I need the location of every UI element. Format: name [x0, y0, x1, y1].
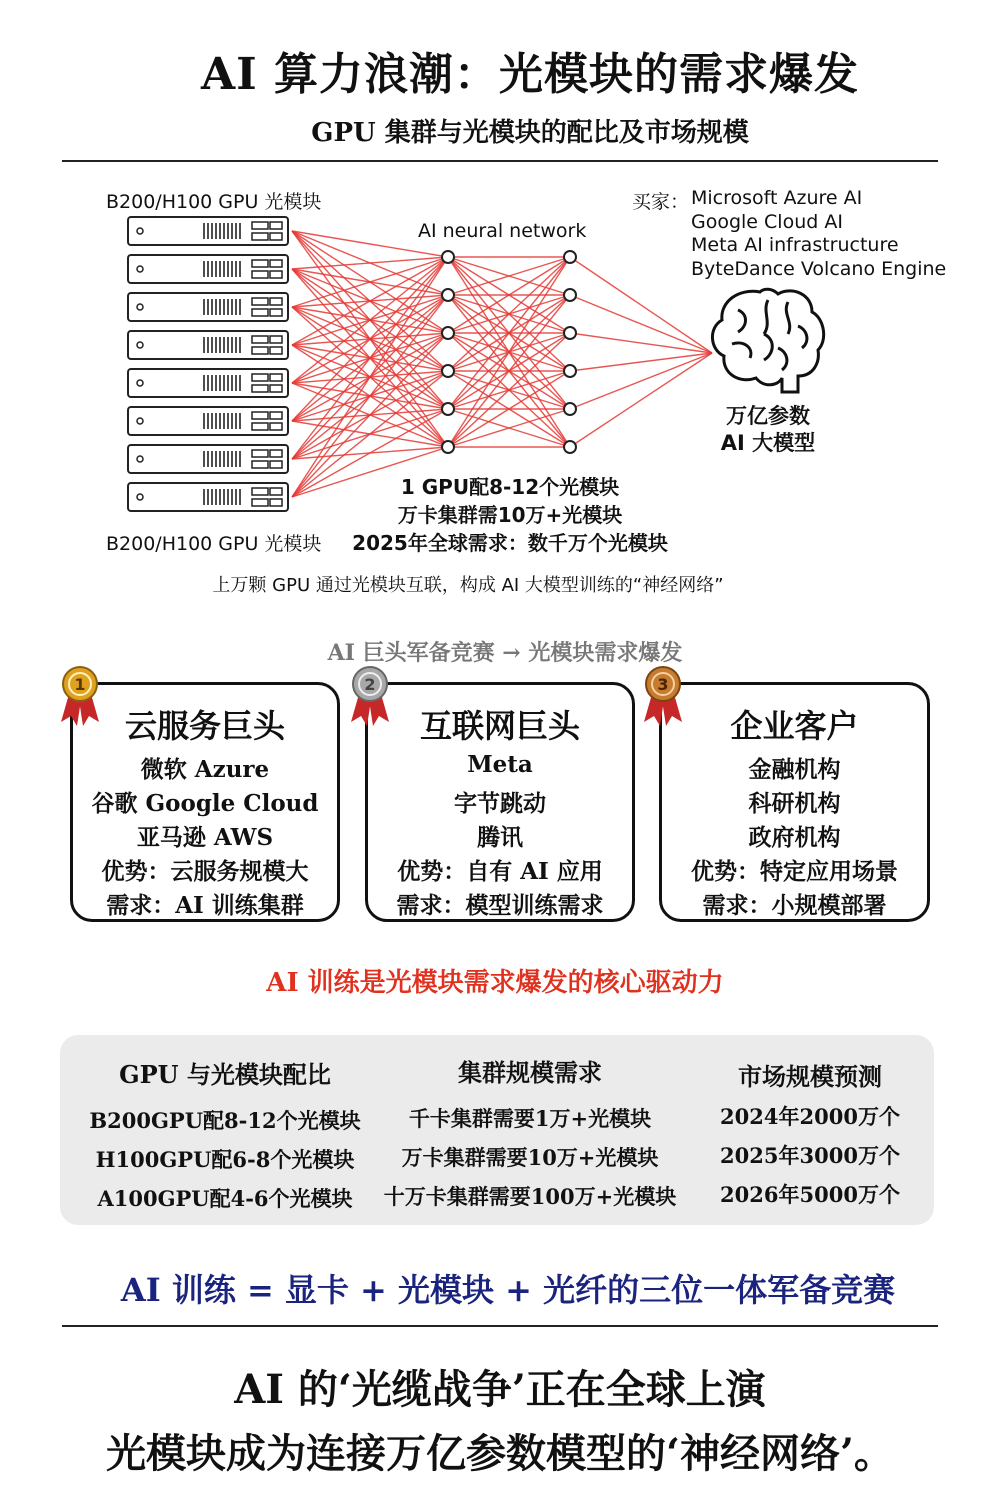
stats-table-panel: [60, 1035, 934, 1225]
network-node: [442, 251, 454, 263]
gpu-server-icon: [128, 255, 288, 283]
gpu-server-icon: [128, 483, 288, 511]
gpu-label-bottom: B200/H100 GPU 光模块: [106, 533, 322, 555]
card-title: 互联网巨头: [419, 707, 580, 745]
gpu-server-icon: [128, 293, 288, 321]
buyers-prefix: 买家：: [632, 191, 690, 213]
brain-label-line: AI 大模型: [720, 431, 816, 455]
table-cell: 万卡集群需要10万+光模块: [401, 1145, 659, 1170]
network-node: [564, 365, 576, 377]
card-line: 优势：特定应用场景: [691, 858, 898, 885]
table-cell: H100GPU配6-8个光模块: [95, 1147, 355, 1172]
top-divider: [62, 160, 938, 162]
card-line: 需求：AI 训练集群: [106, 892, 304, 919]
gpu-server-icon: [128, 445, 288, 473]
stat-line: 1 GPU配8-12个光模块: [400, 475, 620, 499]
gpu-server-icon: [128, 331, 288, 359]
table-column-market: [695, 1035, 925, 1225]
table-cell: 2024年2000万个: [720, 1104, 900, 1129]
table-cell: 2025年3000万个: [720, 1143, 900, 1168]
card-line: 字节跳动: [454, 790, 546, 817]
bottom-divider: [62, 1325, 938, 1327]
card-title: 企业客户: [730, 707, 859, 745]
gpu-server-icon: [128, 217, 288, 245]
column-header: GPU 与光模块配比: [119, 1060, 331, 1089]
card-line: 政府机构: [748, 824, 841, 851]
network-node: [442, 327, 454, 339]
buyers-list: [691, 187, 946, 281]
card-line: 优势：自有 AI 应用: [397, 858, 603, 885]
buyer-item: Microsoft Azure AI: [691, 187, 863, 209]
buyer-item: Google Cloud AI: [691, 210, 843, 233]
brain-label: [700, 403, 836, 457]
closing-line-2: 光模块成为连接万亿参数模型的‘神经网络’。: [106, 1430, 894, 1477]
network-diagram: [0, 165, 1000, 615]
diagram-caption: 上万颗 GPU 通过光模块互联，构成 AI 大模型训练的“神经网络”: [212, 575, 724, 596]
card-title: 云服务巨头: [124, 707, 285, 745]
network-node: [564, 441, 576, 453]
connection-line: [570, 295, 712, 353]
gold-medal-icon: [57, 664, 103, 728]
closing-line-1: AI 的‘光缆战争’正在全球上演: [234, 1366, 766, 1413]
network-node: [564, 251, 576, 263]
medal-rank: 2: [364, 675, 376, 694]
card-line: 科研机构: [748, 790, 841, 817]
gpu-server-icon: [128, 369, 288, 397]
silver-medal-icon: [347, 664, 393, 728]
network-node: [564, 403, 576, 415]
brain-icon: [712, 289, 823, 392]
card-line: 优势：云服务规模大: [101, 858, 309, 885]
stat-line: 万卡集群需10万+光模块: [397, 503, 623, 527]
medal-rank: 1: [74, 675, 86, 694]
stats-block: [310, 473, 710, 557]
connection-line: [292, 257, 448, 497]
column-header: 集群规模需求: [458, 1058, 602, 1087]
bronze-medal-icon: [640, 664, 686, 728]
card-line: 需求：小规模部署: [702, 892, 887, 919]
card-line: 腾讯: [477, 824, 523, 851]
card-enterprise: [659, 682, 930, 922]
table-column-cluster: [370, 1035, 690, 1225]
network-node: [442, 365, 454, 377]
network-label: AI neural network: [418, 220, 587, 242]
card-line: Meta: [467, 751, 533, 778]
network-node: [442, 403, 454, 415]
table-cell: B200GPU配8-12个光模块: [89, 1108, 361, 1133]
card-internet-giants: [365, 682, 635, 922]
buyer-item: ByteDance Volcano Engine: [691, 257, 947, 280]
card-line: 金融机构: [748, 756, 841, 783]
card-line: 需求：模型训练需求: [396, 892, 604, 919]
brain-label-line: 万亿参数: [726, 404, 810, 428]
network-node: [442, 441, 454, 453]
card-line: 谷歌 Google Cloud: [91, 790, 319, 817]
buyer-item: Meta AI infrastructure: [691, 234, 899, 256]
connection-line: [292, 257, 448, 345]
column-header: 市场规模预测: [738, 1062, 882, 1091]
page-title: AI 算力浪潮：光模块的需求爆发: [200, 49, 860, 100]
network-node: [442, 289, 454, 301]
table-cell: 十万卡集群需要100万+光模块: [383, 1184, 677, 1209]
card-line: 微软 Azure: [140, 756, 270, 783]
table-column-ratio: [75, 1035, 375, 1225]
stat-line: 2025年全球需求：数千万个光模块: [352, 531, 668, 555]
table-cell: 千卡集群需要1万+光模块: [408, 1106, 652, 1131]
table-cell: 2026年5000万个: [720, 1182, 900, 1207]
network-node: [564, 327, 576, 339]
gpu-label-top: B200/H100 GPU 光模块: [106, 191, 322, 213]
core-driver-statement: AI 训练是光模块需求爆发的核心驱动力: [266, 968, 724, 998]
card-cloud-giants: [70, 682, 340, 922]
race-title: AI 巨头军备竞赛 → 光模块需求爆发: [327, 640, 683, 666]
gpu-server-stack: [128, 217, 288, 511]
medal-rank: 3: [657, 675, 669, 694]
connection-line: [570, 333, 712, 353]
connection-lines: [292, 231, 712, 497]
table-cell: A100GPU配4-6个光模块: [97, 1186, 353, 1211]
page-subtitle: GPU 集群与光模块的配比及市场规模: [311, 118, 749, 148]
network-node: [564, 289, 576, 301]
gpu-server-icon: [128, 407, 288, 435]
trinity-statement: AI 训练 = 显卡 + 光模块 + 光纤的三位一体军备竞赛: [120, 1271, 896, 1309]
card-line: 亚马逊 AWS: [136, 824, 274, 851]
